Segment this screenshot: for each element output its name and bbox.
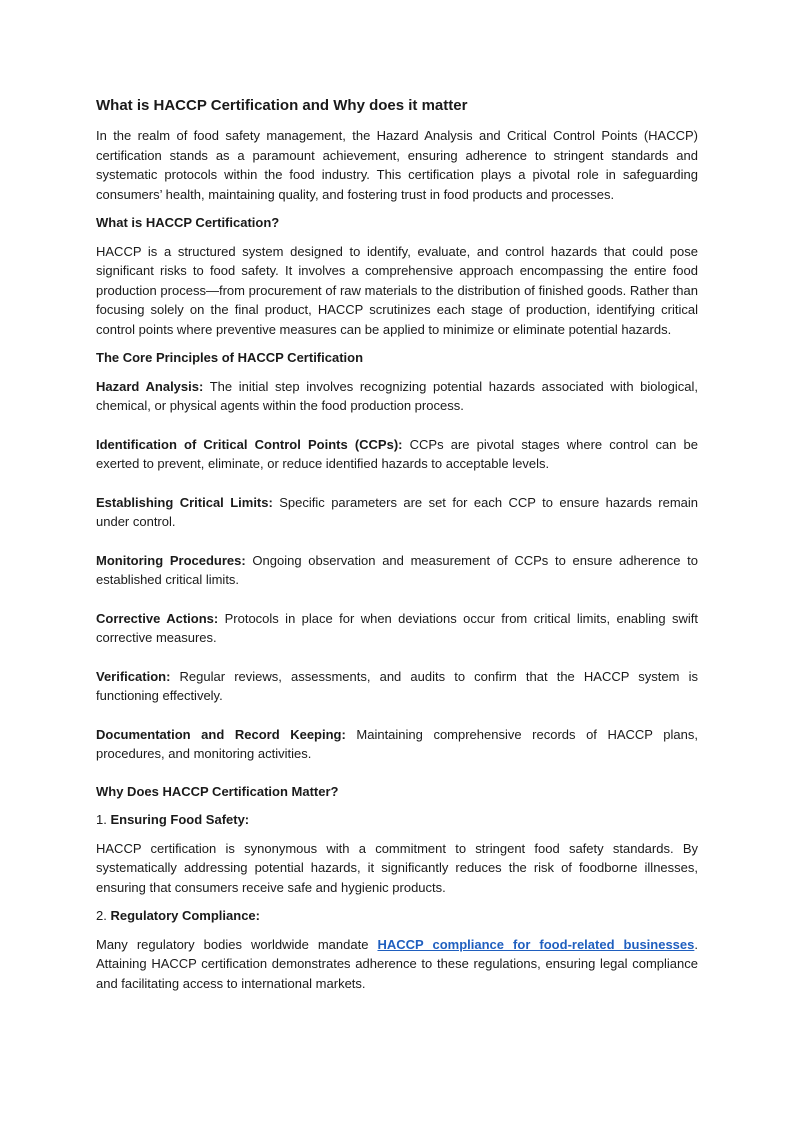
why-section-2-paragraph [96, 935, 698, 994]
principle-term: Identification of Critical Control Points (CCPs): [96, 436, 403, 452]
principle-text: The initial step involves recognizing potential hazards associated with biological, chemical, or physical agents within the food production process. [96, 378, 698, 413]
why-heading: Why Does HACCP Certification Matter? [96, 783, 339, 799]
principle-item [96, 725, 698, 764]
why-section-1-heading [96, 810, 698, 830]
section-label: Ensuring Food Safety: [110, 812, 250, 827]
principles-heading: The Core Principles of HACCP Certification [96, 350, 364, 365]
section-number: 2. [96, 908, 111, 923]
paragraph-text: Many regulatory bodies worldwide mandate [96, 936, 378, 952]
why-section-2-heading [96, 906, 698, 926]
section-number: 1. [96, 812, 111, 827]
what-is-heading: What is HACCP Certification? [96, 215, 280, 230]
principle-item [96, 435, 698, 474]
section-label: Regulatory Compliance: [110, 908, 260, 923]
intro-paragraph: In the realm of food safety management, the Hazard Analysis and Critical Control Points (HACCP) certification stands as a paramount achievement, ensuring adherence to stringent standards and systematic protocols within the food industry. This certification plays a pivotal role in safeguarding consumers’ health, maintaining quality, and fostering trust in food products and processes. [96, 128, 698, 202]
what-is-paragraph: HACCP is a structured system designed to identify, evaluate, and control hazards that could pose significant risks to food safety. It involves a comprehensive approach encompassing the entire food production process—from procurement of raw materials to the distribution of finished goods. Rather than focusing solely on the final product, HACCP scrutinizes each stage of production, identifying critical control points where preventive measures can be applied to minimize or eliminate potential hazards. [96, 243, 698, 337]
principle-item [96, 377, 698, 416]
principle-item [96, 493, 698, 532]
why-section-1-paragraph: HACCP certification is synonymous with a commitment to stringent food safety standards. By systematically addressing potential hazards, it significantly reduces the risk of foodborne illnesses, ensuring that consumers receive safe and hygienic products. [96, 840, 698, 895]
page-title: What is HACCP Certification and Why does it matter [96, 97, 468, 114]
principle-text: Protocols in place for when deviations occur from critical limits, enabling swift corrective measures. [96, 610, 699, 645]
principle-text: Regular reviews, assessments, and audits to confirm that the HACCP system is functioning effectively. [96, 668, 698, 703]
principle-term: Corrective Actions: [96, 610, 219, 626]
document-page [96, 96, 698, 1002]
principle-item [96, 609, 698, 648]
principle-text: Ongoing observation and measurement of CCPs to ensure adherence to established critical limits. [96, 552, 698, 587]
principle-term: Monitoring Procedures: [96, 552, 246, 568]
principle-item [96, 667, 698, 706]
principle-item [96, 551, 698, 590]
principle-text: Specific parameters are set for each CCP to ensure hazards remain under control. [96, 494, 699, 529]
principle-term: Hazard Analysis: [96, 378, 204, 394]
principle-term: Documentation and Record Keeping: [96, 726, 346, 742]
principle-text: Maintaining comprehensive records of HACCP plans, procedures, and monitoring activities. [96, 726, 699, 761]
paragraph-text: . Attaining HACCP certification demonstrates adherence to these regulations, ensuring legal compliance and facilitating access to international markets. [96, 936, 698, 991]
principle-term: Verification: [96, 668, 171, 684]
haccp-compliance-link[interactable]: HACCP compliance for food-related businesses [377, 936, 695, 952]
principle-text: CCPs are pivotal stages where control can be exerted to prevent, eliminate, or reduce identified hazards to acceptable levels. [96, 436, 698, 471]
principle-term: Establishing Critical Limits: [96, 494, 273, 510]
